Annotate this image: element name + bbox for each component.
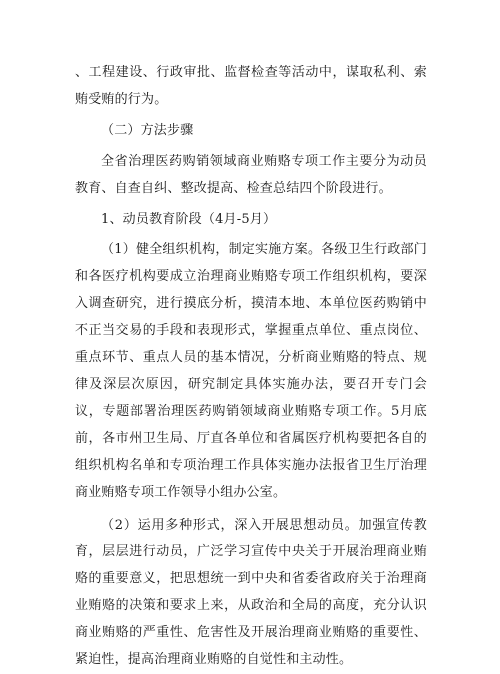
stage-heading: 1、动员教育阶段（4月-5月） (101, 211, 277, 227)
item-paragraph-2: （2）运用多种形式，深入开展思想动员。加强宣传教育，层层进行动员，广泛学习宣传中央关于开展治理商业贿赂的重要意义，把思想统一到中央和省委省政府关于治理商业贿赂的决策和要求上来，从政治和全局的高度，充分认识商业贿赂的严重性、危害性及开展治理商业贿赂的重要性、紧迫性，提高治理商业贿赂的自觉性和主动性。 (75, 517, 427, 668)
document-body (75, 60, 427, 674)
section-intro-paragraph: 全省治理医药购销领域商业贿赂专项工作主要分为动员教育、自查自纠、整改提高、检查总结四个阶段进行。 (75, 153, 427, 196)
item-paragraph-1: （1）健全组织机构，制定实施方案。各级卫生行政部门和各医疗机构要成立治理商业贿赂专项工作组织机构，要深入调查研究，进行摸底分析，摸清本地、本单位医药购销中不正当交易的手段和表现形式，掌握重点单位、重点岗位、重点环节、重点人员的基本情况，分析商业贿赂的特点、规律及深层次原因，研究制定具体实施办法，要召开专门会议，专题部署治理医药购销领域商业贿赂专项工作。5月底前，各市州卫生局、厅直各单位和省属医疗机构要把各自的组织机构名单和专项治理工作具体实施办法报省卫生厅治理商业贿赂专项工作领导小组办公室。 (75, 242, 427, 500)
continuation-paragraph: 、工程建设、行政审批、监督检查等活动中，谋取私利、索贿受贿的行为。 (75, 65, 427, 107)
section-heading: （二）方法步骤 (101, 122, 194, 138)
